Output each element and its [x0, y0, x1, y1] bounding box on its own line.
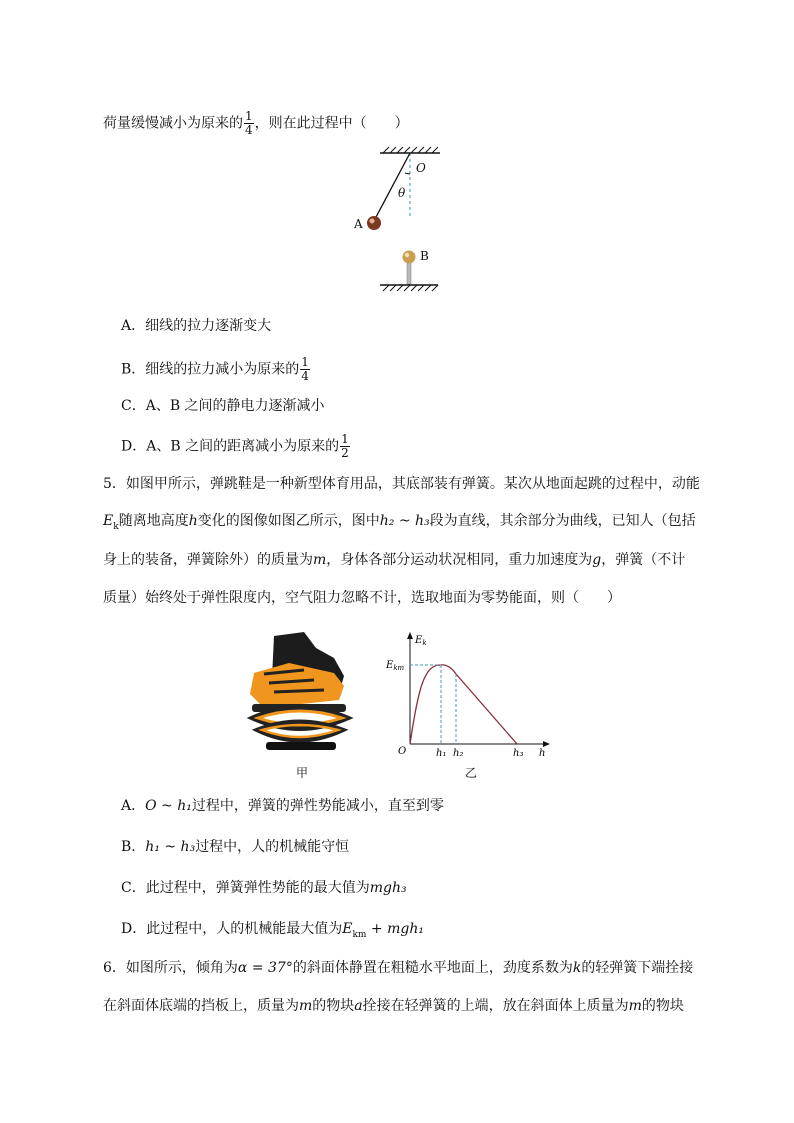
q5-option-c: C．此过程中，弹簧弹性势能的最大值为mgh₃: [121, 880, 407, 896]
h2-label: h₂: [453, 748, 464, 759]
q4-stem-text: 荷量缓慢减小为原来的: [103, 115, 243, 132]
q4-option-c: C．A、B 之间的静电力逐渐减小: [121, 398, 325, 414]
q6-line-1: 6．如图所示，倾角为α = 37°的斜面体静置在粗糙水平地面上，劲度系数为k的轻弹簧下端拴接: [103, 960, 694, 976]
pendulum-figure: [350, 145, 460, 300]
x-axis-label: h: [539, 748, 546, 759]
q5-option-b: B．h₁ ~ h₃过程中，人的机械能守恒: [121, 839, 350, 855]
ek-curve: [410, 665, 517, 744]
q4-option-b: B．细线的拉力减小为原来的 $\frac{1}{4}$: [121, 355, 309, 383]
q5-line-4: 质量）始终处于弹性限度内，空气阻力忽略不计，选取地面为零势能面，则（ ）: [103, 590, 621, 606]
fraction: $\frac{1}{4}$: [301, 355, 309, 383]
jumping-shoe-image: [244, 628, 356, 758]
q5-option-a: A．O ~ h₁过程中，弹簧的弹性势能减小，直至到零: [121, 798, 444, 814]
q5-line-1: 5．如图甲所示，弹跳鞋是一种新型体育用品，其底部装有弹簧。某次从地面起跳的过程中，动能: [103, 476, 700, 492]
h1-label: h₁: [436, 748, 447, 759]
q6-line-2: 在斜面体底端的挡板上，质量为m的物块a拴接在轻弹簧的上端，放在斜面体上质量为m的物块: [103, 998, 684, 1014]
ekm-label: $E_{km}$: [386, 660, 405, 672]
label-theta: θ: [398, 186, 406, 200]
q4-option-a: A．细线的拉力逐渐变大: [121, 318, 272, 334]
label-B: B: [420, 249, 429, 263]
q5-option-d: D．此过程中，人的机械能最大值为$E_{km} + mgh_1$: [121, 921, 424, 940]
ek-h-chart: [384, 630, 554, 760]
q4-option-d: D．A、B 之间的距离减小为原来的 $\frac{1}{2}$: [121, 432, 349, 460]
y-axis-label: $E_k$: [415, 635, 427, 647]
h3-label: h₃: [513, 748, 524, 759]
q5-line-2: $E_k$随离地高度h变化的图像如图乙所示，图中h₂ ~ h₃段为直线，其余部分为曲线，已知人（包括: [103, 513, 696, 532]
q4-stem: [103, 110, 409, 137]
label-O: O: [416, 161, 426, 175]
caption-jia: 甲: [296, 766, 309, 780]
caption-yi: 乙: [465, 766, 478, 780]
label-A: A: [354, 217, 363, 231]
origin-label: O: [398, 746, 407, 757]
x-axis-arrow: [543, 741, 550, 747]
fraction: $\frac{1}{4}$: [245, 109, 253, 137]
q5-line-3: 身上的装备，弹簧除外）的质量为m，身体各部分运动状况相同，重力加速度为g，弹簧（不计: [103, 552, 686, 568]
q4-stem-tail: ，则在此过程中（ ）: [254, 115, 409, 132]
fraction: $\frac{1}{2}$: [341, 432, 349, 460]
y-axis-arrow: [407, 632, 413, 639]
